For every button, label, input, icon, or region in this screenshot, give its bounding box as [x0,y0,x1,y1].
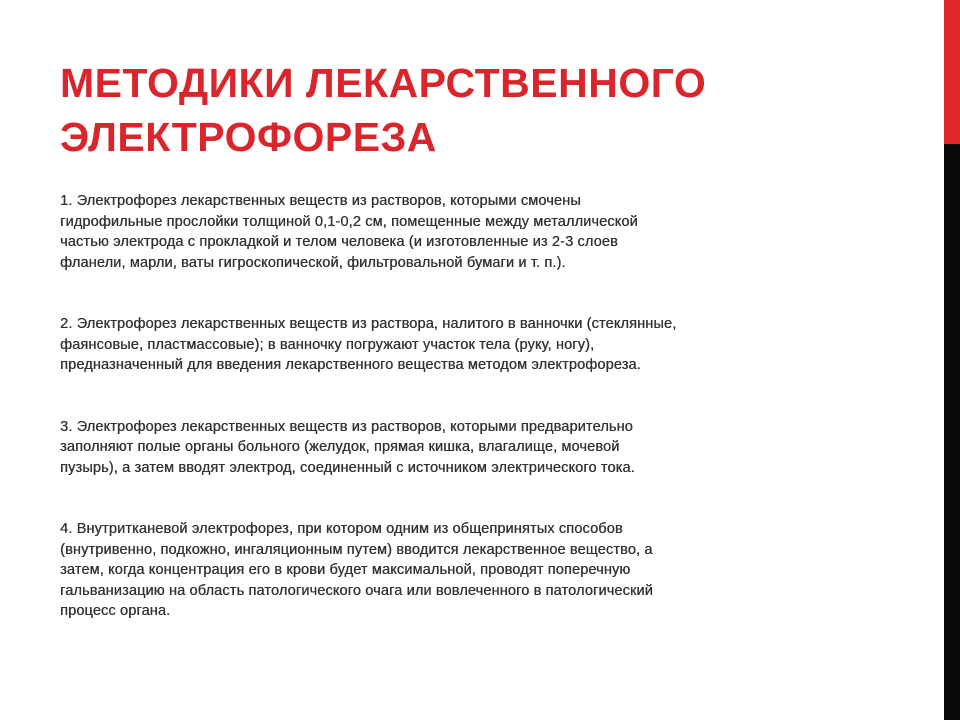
paragraph-line: 2. Электрофорез лекарственных веществ из раствора, налитого в ванночки (стеклянные, [60,316,677,332]
slide-title [60,56,920,164]
paragraph-line: 3. Электрофорез лекарственных веществ из растворов, которыми предварительно [60,418,633,435]
paragraph-4 [60,519,860,622]
paragraph-line: процесс органа. [60,603,171,619]
paragraph-line: (внутривенно, подкожно, ингаляционным путем) вводится лекарственное вещество, а [60,541,653,558]
paragraph-line: затем, когда концентрация его в крови будет максимальной, проводят поперечную [60,562,631,578]
paragraph-line: 4. Внутритканевой электрофорез, при котором одним из общепринятых способов [60,521,623,537]
paragraph-line: гальванизацию на область патологического очага или вовлеченного в патологический [60,582,653,599]
side-bar-red-segment [944,0,960,144]
side-accent-bar [944,0,960,720]
paragraph-line: частью электрода с прокладкой и телом человека (и изготовленные из 2-3 слоев [60,234,618,250]
paragraph-line: фланели, марли, ваты гигроскопической, фильтровальной бумаги и т. п.). [60,254,566,271]
paragraph-line: заполняют полые органы больного (желудок, прямая кишка, влагалище, мочевой [60,439,620,455]
paragraph-line: 1. Электрофорез лекарственных веществ из растворов, которыми смочены [60,193,581,209]
paragraph-line: предназначенный для введения лекарственного вещества методом электрофореза. [60,357,641,373]
paragraph-line: гидрофильные прослойки толщиной 0,1-0,2 см, помещенные между металлической [60,213,638,230]
paragraph-3 [60,417,860,479]
paragraph-line: пузырь), а затем вводят электрод, соединенный с источником электрического тока. [60,459,635,476]
slide-title-line-1: МЕТОДИКИ ЛЕКАРСТВЕННОГО [60,60,707,106]
paragraph-1 [60,191,860,273]
paragraph-2 [60,314,860,376]
side-bar-black-segment [944,144,960,720]
slide-body [60,191,860,663]
slide-title-line-2: ЭЛЕКТРОФОРЕЗА [60,114,437,160]
paragraph-line: фаянсовые, пластмассовые); в ванночку погружают участок тела (руку, ногу), [60,336,595,353]
